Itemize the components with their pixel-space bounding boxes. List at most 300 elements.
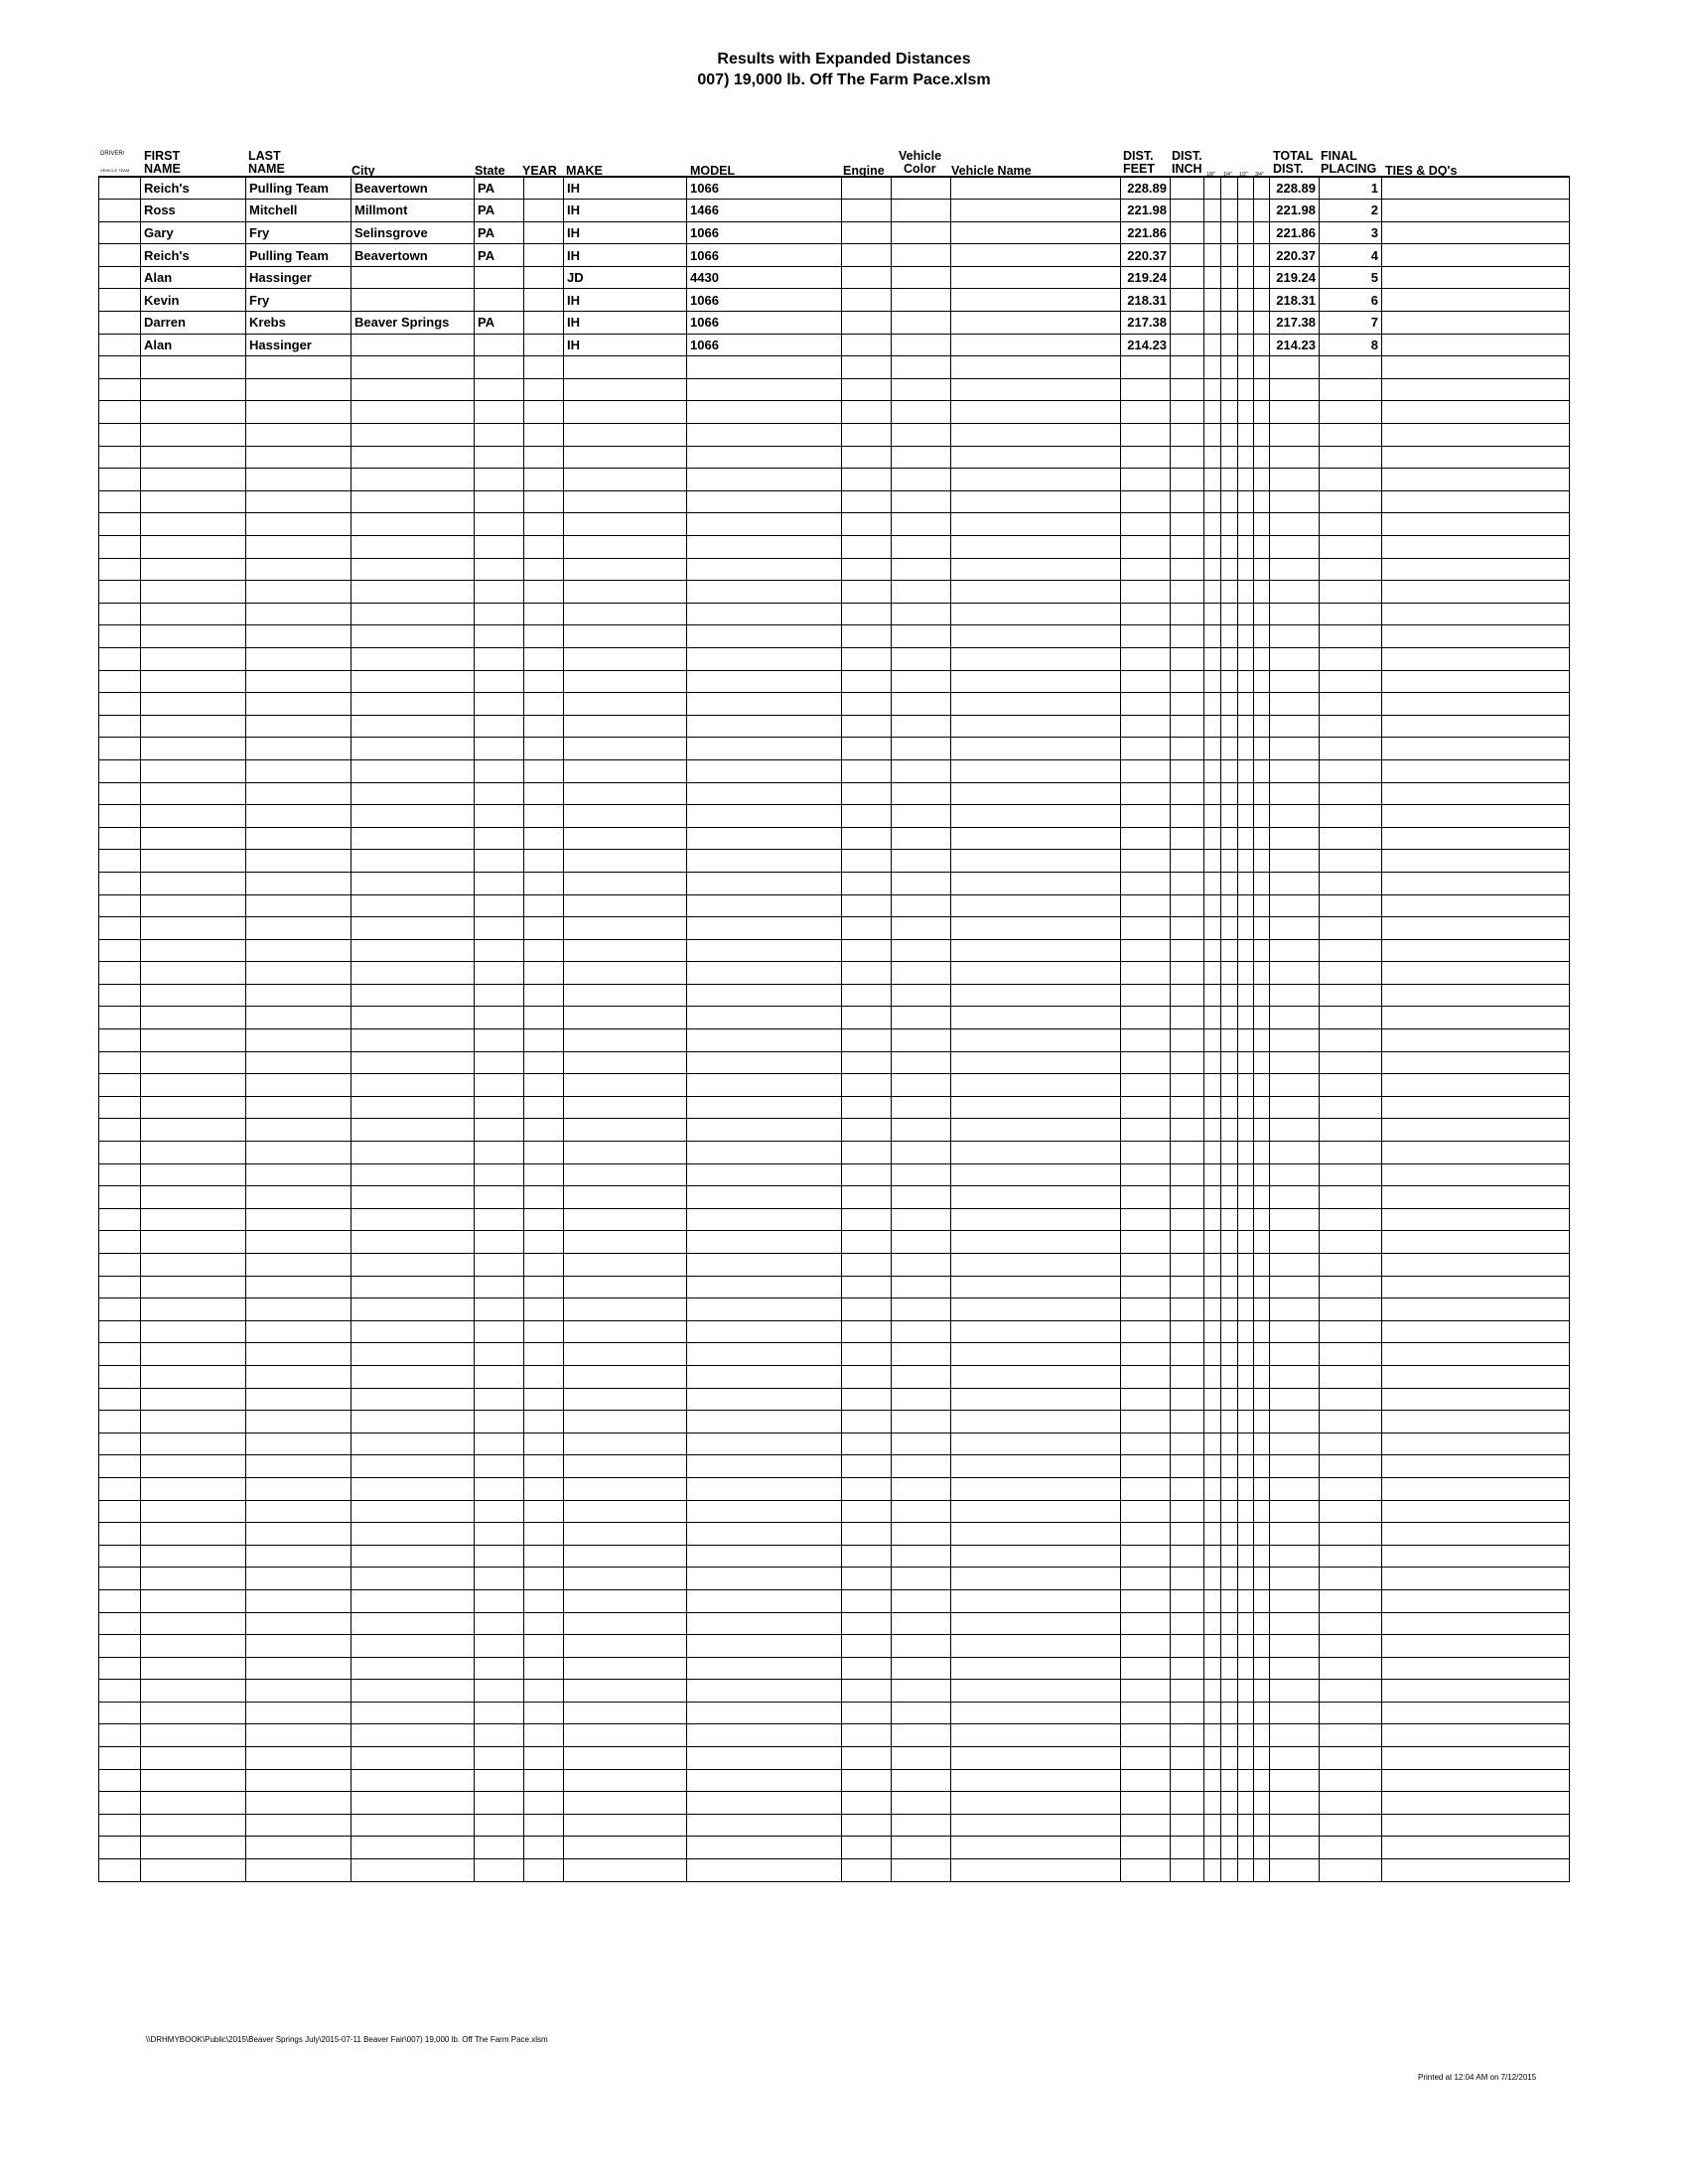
table-cell: [246, 1702, 352, 1724]
table-cell: [1171, 1208, 1204, 1231]
table-cell: [951, 962, 1121, 985]
table-cell: [1221, 244, 1238, 267]
table-cell: [842, 1007, 892, 1029]
table-cell: [1254, 1523, 1270, 1546]
table-cell: [1171, 1186, 1204, 1209]
table-cell: [1382, 693, 1570, 716]
table-cell: [475, 1276, 524, 1298]
table-cell: [141, 424, 246, 447]
table-cell: [352, 1747, 475, 1770]
empty-table-row: [99, 850, 1570, 873]
table-cell: [352, 1500, 475, 1523]
table-cell: [951, 984, 1121, 1007]
table-cell: [524, 670, 564, 693]
cell-total: 220.37: [1270, 244, 1320, 267]
table-cell: [1121, 782, 1171, 805]
header-year: YEAR: [522, 164, 557, 178]
table-cell: [524, 1500, 564, 1523]
table-cell: [1221, 715, 1238, 738]
table-cell: [1254, 1814, 1270, 1837]
table-cell: [99, 603, 141, 625]
table-cell: [842, 1320, 892, 1343]
table-cell: [141, 513, 246, 536]
table-cell: [1171, 603, 1204, 625]
table-cell: [1382, 1007, 1570, 1029]
table-cell: [1320, 1186, 1382, 1209]
cell-state: PA: [475, 177, 524, 200]
table-cell: [246, 1477, 352, 1500]
table-cell: [1121, 1119, 1171, 1142]
table-cell: [1221, 1747, 1238, 1770]
table-cell: [1238, 1612, 1254, 1635]
table-cell: [842, 850, 892, 873]
table-cell: [564, 1343, 687, 1366]
table-cell: [1320, 1859, 1382, 1882]
empty-table-row: [99, 939, 1570, 962]
table-cell: [246, 513, 352, 536]
table-cell: [1382, 1724, 1570, 1747]
table-cell: [1171, 1769, 1204, 1792]
table-cell: [1270, 603, 1320, 625]
table-cell: [892, 1276, 951, 1298]
table-cell: [1204, 1455, 1221, 1478]
table-cell: [1382, 1388, 1570, 1411]
table-row: [99, 244, 1570, 267]
table-cell: [1238, 244, 1254, 267]
table-cell: [1171, 962, 1204, 985]
table-cell: [475, 1724, 524, 1747]
table-cell: [1204, 894, 1221, 917]
table-cell: [892, 469, 951, 491]
table-cell: [1221, 1051, 1238, 1074]
table-cell: [246, 1657, 352, 1680]
table-cell: [524, 1007, 564, 1029]
table-cell: [842, 1837, 892, 1859]
empty-table-row: [99, 670, 1570, 693]
table-cell: [1238, 1500, 1254, 1523]
table-cell: [1221, 312, 1238, 335]
table-cell: [99, 1051, 141, 1074]
table-cell: [892, 782, 951, 805]
table-cell: [1171, 1320, 1204, 1343]
table-cell: [475, 1298, 524, 1321]
table-cell: [1121, 625, 1171, 648]
table-cell: [1270, 1568, 1320, 1590]
table-cell: [842, 693, 892, 716]
table-cell: [951, 625, 1121, 648]
table-cell: [1221, 266, 1238, 289]
table-cell: [1382, 312, 1570, 335]
table-cell: [842, 1029, 892, 1052]
table-cell: [141, 1837, 246, 1859]
table-cell: [1171, 1365, 1204, 1388]
table-cell: [99, 1455, 141, 1478]
table-cell: [842, 1702, 892, 1724]
table-cell: [842, 759, 892, 782]
table-cell: [951, 1568, 1121, 1590]
table-cell: [1320, 894, 1382, 917]
table-cell: [1121, 1186, 1171, 1209]
table-cell: [687, 1119, 842, 1142]
cell-model: 4430: [687, 266, 842, 289]
table-cell: [687, 378, 842, 401]
table-cell: [1221, 1769, 1238, 1792]
empty-table-row: [99, 356, 1570, 379]
table-cell: [1320, 1388, 1382, 1411]
table-cell: [246, 490, 352, 513]
table-cell: [475, 939, 524, 962]
cell-total: 214.23: [1270, 334, 1320, 356]
table-cell: [1171, 1388, 1204, 1411]
empty-table-row: [99, 513, 1570, 536]
table-cell: [246, 1254, 352, 1277]
table-cell: [1221, 1702, 1238, 1724]
table-cell: [141, 1545, 246, 1568]
table-cell: [1121, 1142, 1171, 1164]
table-cell: [1121, 693, 1171, 716]
table-cell: [1171, 1657, 1204, 1680]
table-cell: [1254, 1298, 1270, 1321]
table-cell: [246, 401, 352, 424]
table-cell: [1221, 917, 1238, 940]
table-cell: [1121, 1612, 1171, 1635]
header-state: State: [475, 164, 505, 178]
table-cell: [564, 1186, 687, 1209]
table-cell: [246, 850, 352, 873]
table-cell: [1238, 1747, 1254, 1770]
table-cell: [687, 827, 842, 850]
table-cell: [892, 221, 951, 244]
cell-make: IH: [564, 289, 687, 312]
table-cell: [1320, 759, 1382, 782]
table-cell: [1320, 1365, 1382, 1388]
table-cell: [842, 1276, 892, 1298]
table-cell: [475, 1657, 524, 1680]
table-cell: [687, 1477, 842, 1500]
empty-table-row: [99, 490, 1570, 513]
empty-table-row: [99, 1298, 1570, 1321]
table-cell: [141, 446, 246, 469]
table-cell: [892, 1298, 951, 1321]
table-cell: [892, 1837, 951, 1859]
table-cell: [1204, 334, 1221, 356]
table-cell: [1238, 1411, 1254, 1433]
table-cell: [1121, 1455, 1171, 1478]
cell-last: Pulling Team: [246, 244, 352, 267]
table-cell: [524, 1298, 564, 1321]
table-cell: [1121, 984, 1171, 1007]
table-cell: [524, 894, 564, 917]
table-cell: [564, 1433, 687, 1455]
table-cell: [1238, 1343, 1254, 1366]
table-cell: [1320, 581, 1382, 604]
table-cell: [1121, 1433, 1171, 1455]
empty-table-row: [99, 378, 1570, 401]
table-cell: [1238, 647, 1254, 670]
table-cell: [141, 469, 246, 491]
table-cell: [1254, 266, 1270, 289]
table-cell: [1171, 805, 1204, 828]
table-cell: [1254, 221, 1270, 244]
cell-state: [475, 289, 524, 312]
table-cell: [1270, 670, 1320, 693]
table-cell: [1238, 356, 1254, 379]
empty-table-row: [99, 693, 1570, 716]
table-cell: [687, 759, 842, 782]
table-cell: [1121, 1051, 1171, 1074]
table-cell: [842, 1859, 892, 1882]
table-cell: [1238, 1298, 1254, 1321]
table-cell: [1270, 1029, 1320, 1052]
table-cell: [246, 1343, 352, 1366]
table-cell: [99, 1343, 141, 1366]
table-cell: [141, 894, 246, 917]
header-city: City: [352, 164, 375, 178]
table-cell: [1121, 894, 1171, 917]
table-cell: [524, 782, 564, 805]
table-cell: [892, 1119, 951, 1142]
table-cell: [892, 1365, 951, 1388]
table-cell: [246, 827, 352, 850]
table-cell: [1171, 312, 1204, 335]
table-cell: [246, 715, 352, 738]
table-cell: [564, 1388, 687, 1411]
table-cell: [951, 558, 1121, 581]
table-cell: [564, 1231, 687, 1254]
table-cell: [1238, 558, 1254, 581]
cell-model: 1066: [687, 221, 842, 244]
table-cell: [1270, 715, 1320, 738]
table-cell: [1238, 939, 1254, 962]
table-cell: [99, 1589, 141, 1612]
table-cell: [1320, 1612, 1382, 1635]
table-cell: [1204, 1500, 1221, 1523]
table-cell: [1204, 312, 1221, 335]
table-cell: [1121, 1523, 1171, 1546]
table-cell: [1204, 1007, 1221, 1029]
table-cell: [352, 1142, 475, 1164]
table-cell: [842, 603, 892, 625]
table-cell: [141, 827, 246, 850]
table-cell: [1382, 558, 1570, 581]
table-cell: [1270, 850, 1320, 873]
table-cell: [1238, 469, 1254, 491]
table-cell: [1221, 894, 1238, 917]
table-cell: [475, 513, 524, 536]
table-cell: [842, 1500, 892, 1523]
table-cell: [524, 872, 564, 894]
table-cell: [141, 1343, 246, 1366]
table-cell: [1121, 715, 1171, 738]
table-cell: [475, 536, 524, 559]
table-cell: [141, 670, 246, 693]
table-cell: [1270, 1298, 1320, 1321]
table-cell: [1204, 536, 1221, 559]
table-cell: [141, 1254, 246, 1277]
table-cell: [1320, 1635, 1382, 1658]
table-cell: [892, 1163, 951, 1186]
table-cell: [842, 1208, 892, 1231]
table-cell: [246, 1792, 352, 1815]
empty-table-row: [99, 1635, 1570, 1658]
table-cell: [246, 1208, 352, 1231]
table-cell: [564, 378, 687, 401]
table-cell: [475, 1477, 524, 1500]
table-cell: [524, 1186, 564, 1209]
table-cell: [99, 625, 141, 648]
table-cell: [352, 1096, 475, 1119]
table-cell: [842, 1769, 892, 1792]
table-cell: [1171, 1276, 1204, 1298]
table-cell: [1204, 738, 1221, 760]
table-cell: [1254, 200, 1270, 222]
table-cell: [99, 469, 141, 491]
table-cell: [1254, 805, 1270, 828]
cell-total: 219.24: [1270, 266, 1320, 289]
table-cell: [141, 625, 246, 648]
table-cell: [1254, 1612, 1270, 1635]
table-cell: [1320, 1343, 1382, 1366]
cell-make: IH: [564, 312, 687, 335]
table-cell: [475, 1500, 524, 1523]
table-cell: [892, 872, 951, 894]
table-cell: [1382, 513, 1570, 536]
table-cell: [687, 939, 842, 962]
table-cell: [99, 1792, 141, 1815]
table-cell: [1254, 670, 1270, 693]
table-cell: [524, 1747, 564, 1770]
table-cell: [475, 1523, 524, 1546]
table-cell: [1238, 334, 1254, 356]
table-cell: [564, 558, 687, 581]
table-cell: [842, 1343, 892, 1366]
table-cell: [352, 469, 475, 491]
table-cell: [842, 894, 892, 917]
table-cell: [1204, 1029, 1221, 1052]
table-cell: [1270, 1186, 1320, 1209]
table-cell: [1221, 581, 1238, 604]
table-cell: [1382, 1792, 1570, 1815]
table-cell: [842, 1747, 892, 1770]
table-cell: [564, 1320, 687, 1343]
table-cell: [475, 469, 524, 491]
table-cell: [1171, 625, 1204, 648]
table-cell: [1121, 1657, 1171, 1680]
empty-table-row: [99, 446, 1570, 469]
table-cell: [1254, 1142, 1270, 1164]
table-cell: [951, 1657, 1121, 1680]
table-cell: [475, 1320, 524, 1343]
table-cell: [1320, 850, 1382, 873]
table-cell: [141, 1702, 246, 1724]
table-cell: [1221, 1231, 1238, 1254]
table-cell: [1204, 715, 1221, 738]
table-cell: [141, 805, 246, 828]
table-cell: [524, 1365, 564, 1388]
table-cell: [1238, 872, 1254, 894]
table-cell: [475, 625, 524, 648]
empty-table-row: [99, 401, 1570, 424]
table-cell: [564, 490, 687, 513]
table-cell: [1121, 1477, 1171, 1500]
table-cell: [524, 177, 564, 200]
table-cell: [475, 424, 524, 447]
table-cell: [1171, 1119, 1204, 1142]
table-cell: [99, 1142, 141, 1164]
table-cell: [687, 1500, 842, 1523]
table-cell: [687, 1007, 842, 1029]
table-cell: [892, 1007, 951, 1029]
table-cell: [141, 1680, 246, 1703]
table-cell: [1320, 827, 1382, 850]
table-cell: [1171, 1007, 1204, 1029]
table-cell: [1254, 1589, 1270, 1612]
table-cell: [352, 1702, 475, 1724]
table-cell: [842, 1680, 892, 1703]
table-cell: [1121, 1231, 1171, 1254]
empty-table-row: [99, 759, 1570, 782]
table-cell: [1382, 334, 1570, 356]
table-cell: [475, 558, 524, 581]
table-cell: [1171, 670, 1204, 693]
table-cell: [475, 490, 524, 513]
table-cell: [141, 850, 246, 873]
table-cell: [1254, 334, 1270, 356]
table-cell: [1221, 1589, 1238, 1612]
cell-city: [352, 289, 475, 312]
table-cell: [564, 1702, 687, 1724]
table-cell: [687, 1859, 842, 1882]
table-cell: [524, 424, 564, 447]
table-cell: [951, 647, 1121, 670]
table-cell: [1221, 670, 1238, 693]
table-cell: [564, 1051, 687, 1074]
header-dist-inch-bottom: INCH: [1172, 162, 1202, 176]
table-cell: [524, 1612, 564, 1635]
empty-table-row: [99, 962, 1570, 985]
table-cell: [1382, 1500, 1570, 1523]
table-cell: [1270, 1096, 1320, 1119]
header-vehicle-top: Vehicle: [899, 149, 942, 163]
table-cell: [99, 1231, 141, 1254]
table-cell: [141, 356, 246, 379]
table-cell: [1204, 984, 1221, 1007]
table-cell: [564, 894, 687, 917]
table-cell: [246, 558, 352, 581]
table-cell: [1270, 1231, 1320, 1254]
table-cell: [1382, 401, 1570, 424]
table-cell: [951, 917, 1121, 940]
table-cell: [1204, 200, 1221, 222]
table-cell: [892, 289, 951, 312]
table-cell: [246, 693, 352, 716]
table-cell: [352, 1411, 475, 1433]
table-cell: [1382, 805, 1570, 828]
table-cell: [1254, 1096, 1270, 1119]
table-cell: [1382, 1163, 1570, 1186]
empty-table-row: [99, 581, 1570, 604]
table-cell: [524, 715, 564, 738]
table-cell: [892, 1635, 951, 1658]
table-cell: [564, 738, 687, 760]
table-cell: [1221, 1455, 1238, 1478]
table-cell: [1171, 984, 1204, 1007]
table-cell: [1121, 850, 1171, 873]
table-cell: [951, 1029, 1121, 1052]
table-cell: [1254, 1029, 1270, 1052]
table-cell: [1221, 625, 1238, 648]
table-cell: [892, 1433, 951, 1455]
